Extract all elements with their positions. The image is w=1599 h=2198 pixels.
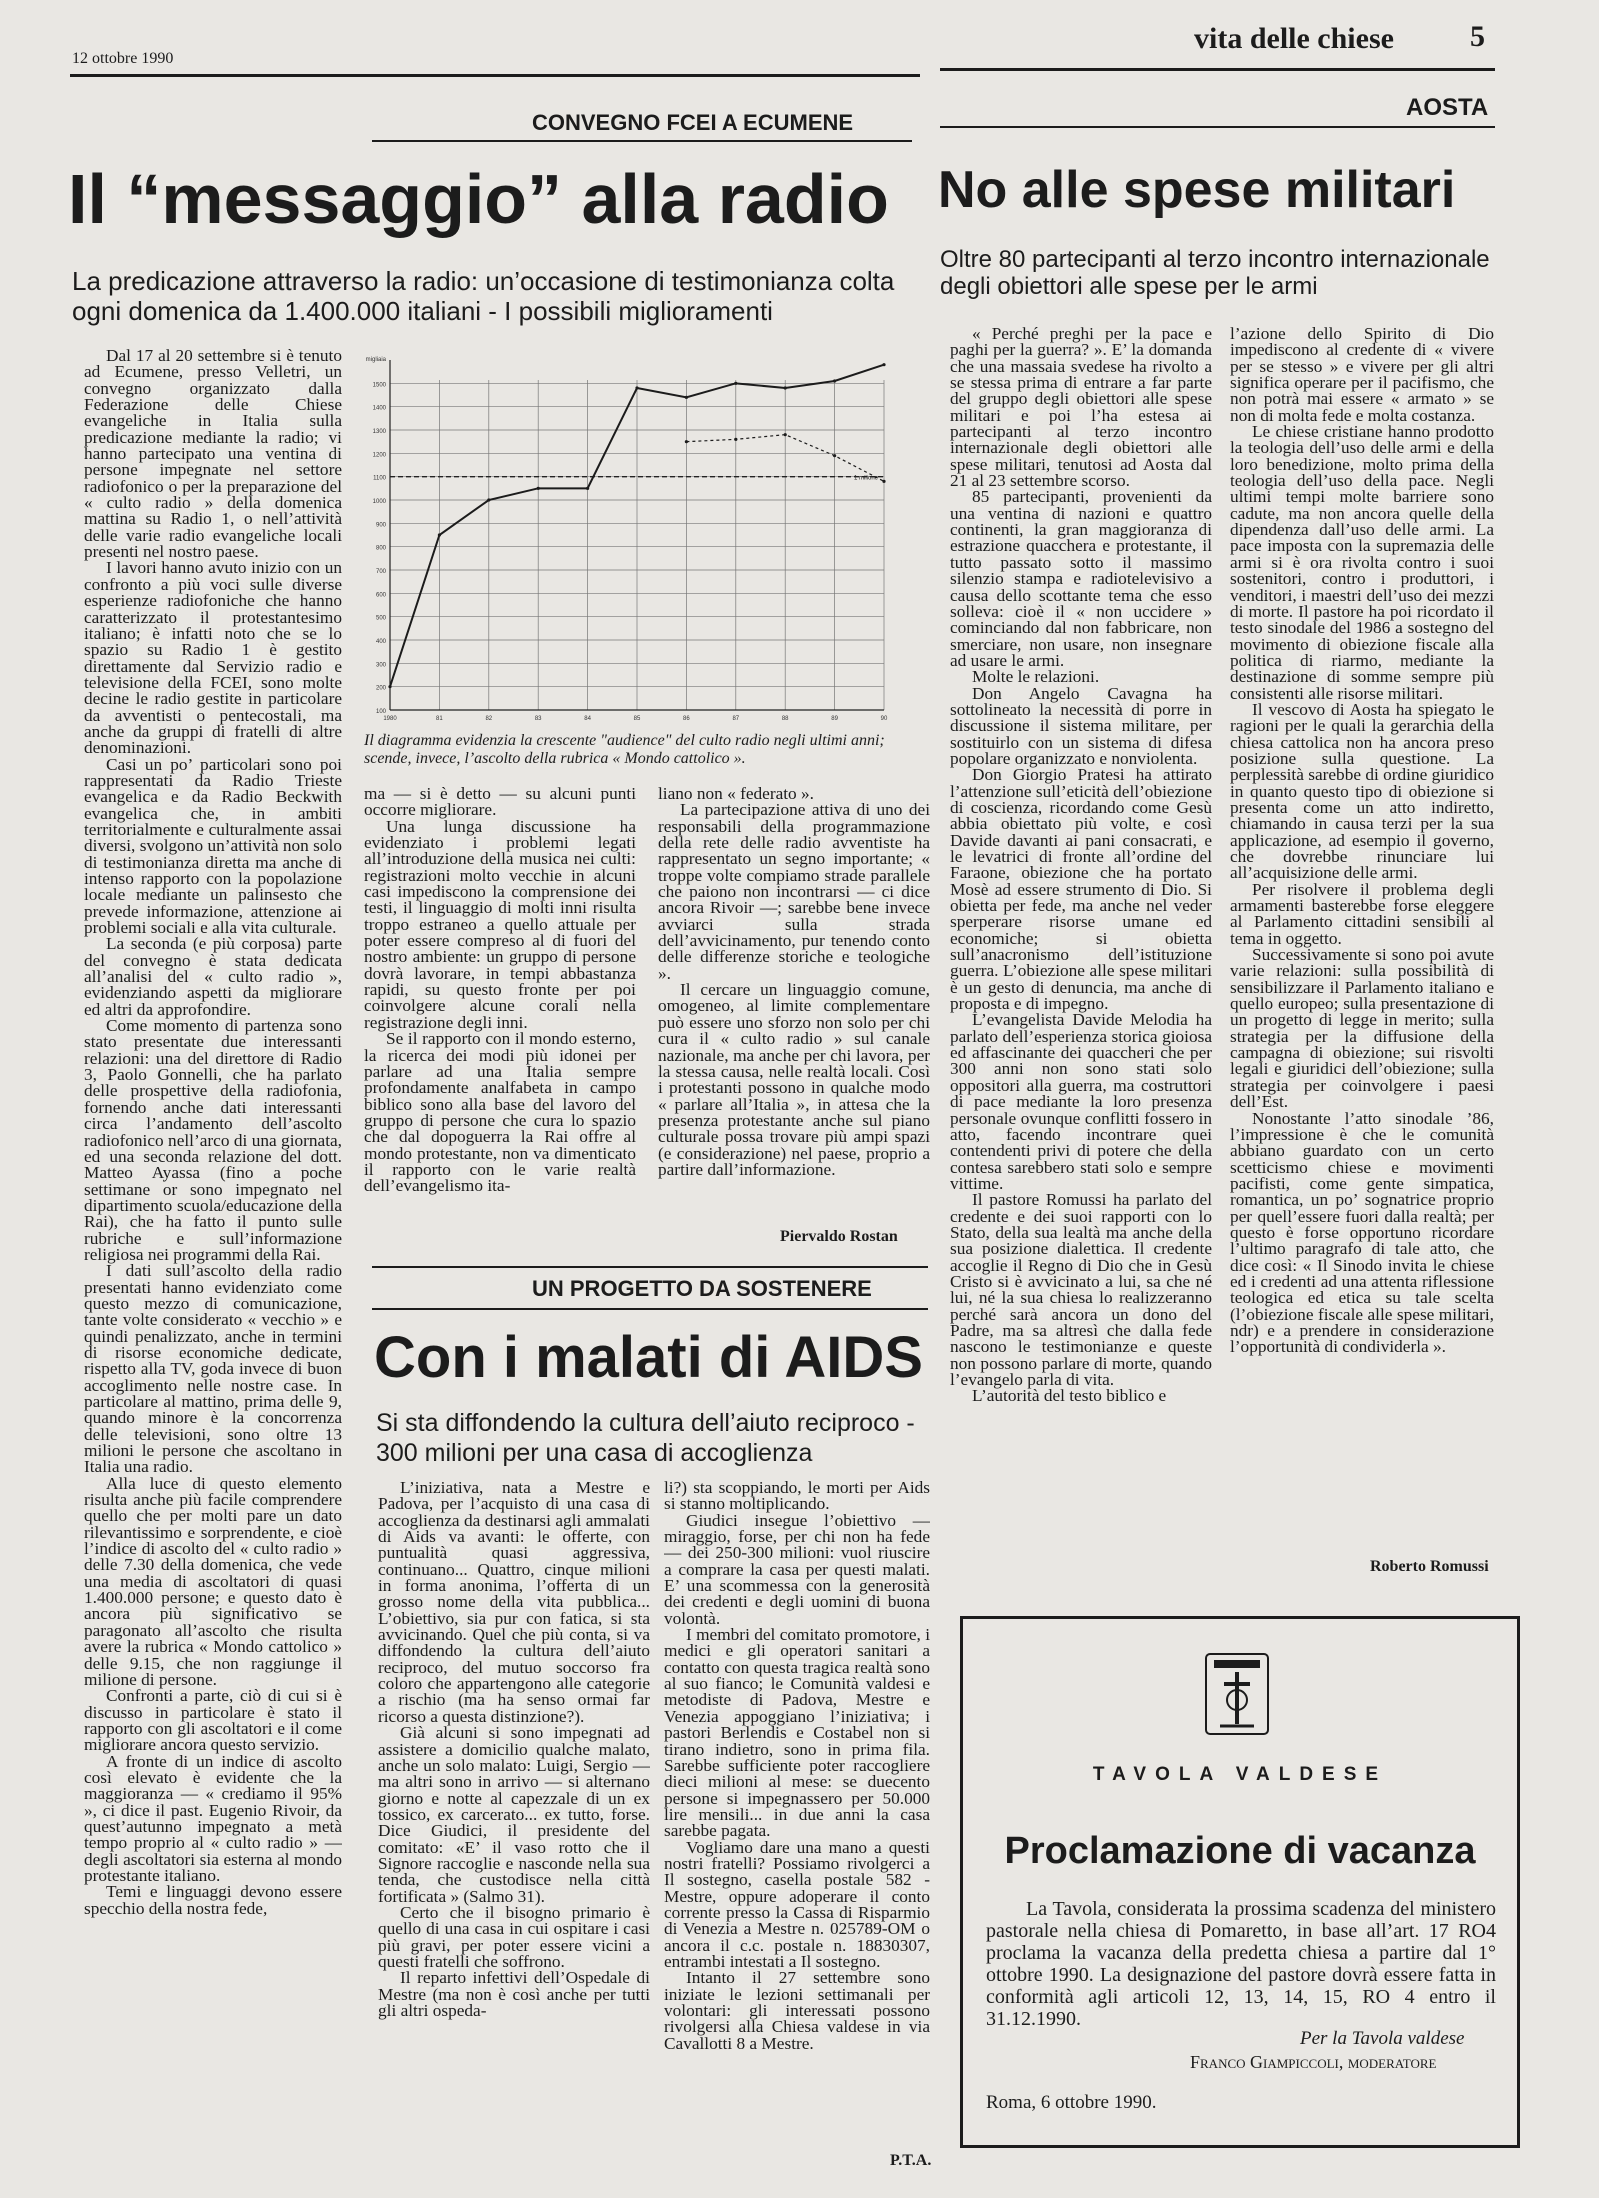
x-tick-label: 86: [683, 716, 690, 722]
article1-column-1: Dal 17 al 20 settembre si è tenuto ad Ecumene, presso Velletri, un convegno organizzato dalla Federazione delle Chiese evangeliche in Italia sulla predicazione mediante la radio; vi hanno partecipato una ventina di persone impegnate nel settore radiofonico o per la preparazione del « culto radio » della domenica mattina su Radio 1, o nell’attività delle varie radio evangeliche locali presenti nel nostro paese. I lavori hanno avuto inizio con un confronto a più voci sulle diverse esperienze radiofoniche che hanno caratterizzato il protestantesimo italiano; è infatti noto che se lo spazio su Radio 1 è gestito direttamente dal Servizio radio e televisione della FCEI, sono molte decine le radio gestite in particolare da avventisti o pentecostali, ma anche da gruppi di fratelli di altre denominazioni. Casi un po’ particolari sono poi rappresentati da Radio Trieste evangelica e da Radio Beckwith evangelica che, in ambiti territorialmente e culturalmente assai diversi, svolgono un’attività non solo di testimonianza diretta ma anche di intenso rapporto con la popolazione locale mediante un palinsesto che prevede informazione, attenzione ai problemi sociali e alla vita culturale. La seconda (e più corposa) parte del convegno è stata dedicata all’analisi del « culto radio », evidenziando aspetti da migliorare ed altri da approfondire. Come momento di partenza sono stato presentate due interessanti relazioni: una del direttore di Radio 3, Paolo Gonnelli, che ha parlato delle prospettive della radiofonia, fornendo anche dati interessanti circa l’andamento dell’ascolto radiofonico nell’arco di una giornata, ed una seconda relazione del dott. Matteo Ayassa (fino a poche settimane or sono impegnato nel dipartimento scuola/educazione della Rai), che ha fatto il punto sulle rubriche e sull’informazione religiosa nei programmi della Rai. I dati sull’ascolto della radio presentati hanno evidenziato come questo mezzo di comunicazione, tante volte considerato « vecchio » e quindi penalizzato, anche in termini di risorse economiche dedicate, rispetto alla TV, goda invece di buon accoglimento nelle nostre case. In particolare al mattino, prima delle 9, quando minore è la concorrenza delle televisioni, sono oltre 13 milioni le persone che ascoltano in Italia una radio. Alla luce di questo elemento risulta anche più facile comprendere quello che per molti pare un dato rilevantissimo e sorprendente, e cioè l’indice di ascolto del « culto radio » delle 7.30 della domenica, che vede una media di ascoltatori di quasi 1.400.000 persone; e questo dato è ancora più significativo se paragonato all’ascolto che risulta avere la rubrica « Mondo cattolico » delle 9.15, che non raggiunge il milione di persone. Confronti a parte, ciò di cui si è discusso in particolare è stato il rapporto con gli ascoltatori e il come migliorare ancora questo servizio. A fronte di un indice di ascolto così elevato è evidente che la maggioranza — « crediamo il 95% », ci dice il past. Eugenio Rivoir, da quest’autunno impegnato a metà tempo proprio al « culto radio » — degli ascoltatori sia esterna al mondo protestante italiano. Temi e linguaggi devono essere specchio della nostra fede,: [84, 348, 342, 1918]
article1-kicker-rule: [372, 140, 912, 142]
y-tick-label: 1300: [372, 429, 386, 435]
notice-title: Proclamazione di vacanza: [1004, 1830, 1476, 1872]
data-point: [685, 396, 688, 399]
notice-signer: Franco Giampiccoli, moderatore: [1190, 2052, 1437, 2072]
data-point: [734, 438, 737, 441]
article3-column-1: « Perché preghi per la pace e paghi per la guerra? ». E’ la domanda che una massaia svedese ha rivolto a se stessa prima di entrare a far parte del gruppo degli obiettori alle spese militari e poi l’ha estesa ai partecipanti al terzo incontro internazionale degli obiettori alle spese militari, tenutosi ad Aosta dal 21 al 23 settembre scorso. 85 partecipanti, provenienti da una ventina di nazioni e quattro continenti, la gran maggioranza di estrazione quacchera e protestante, il tutto passato sotto il massimo silenzio stampa e radiotelevisivo a causa dello scottante tema che esso solleva: cioè il « non uccidere » cominciando dal non fabbricare, non smerciare, non usare, non insegnare ad usare le armi. Molte le relazioni. Don Angelo Cavagna ha sottolineato la necessità di porre in discussione il sistema militare, per sostituirlo con un sistema di difesa popolare organizzato e nonviolenta. Don Giorgio Pratesi ha attirato l’attenzione sull’eticità dell’obiezione di coscienza, ricordando come Gesù abbia obiettato più volte, e così Davide davanti ai pani consacrati, e le levatrici di fronte all’ordine del Faraone, obiezione che ha portato Mosè ad essere strumento di Dio. Si obietta per fede, ma anche nel veder sperperare risorse umane ed economiche; si obietta sull’anacronismo dell’istituzione guerra. L’obiezione alle spese militari è un gesto di denuncia, ma anche di proposta e di impegno. L’evangelista Davide Melodia ha parlato dell’esperienza storica gioiosa ed affascinante dei quaccheri che per 300 anni non sono stati solo oppositori alla guerra, ma costruttori di pace mediante la loro presenza personale ovunque conflitti fossero in atto, facendo incontrare quei contendenti privi di potere che della contesa sarebbero stati solo e sempre vittime. Il pastore Romussi ha parlato del credente e dei suoi rapporti con lo Stato, della sua lealtà ma anche della sua posizione dialettica. Il credente accoglie il Regno di Dio che in Gesù Cristo si è avvicinato a lui, sa che né lui, né la sua chiesa lo realizzeranno perché sarà ancora un dono del Padre, ma sa altresì che dalla fede nascono le testimonianze e queste non possono parlare di morte, quando l’evangelo parla di vita. L’autorità del testo biblico e: [950, 326, 1212, 1406]
y-tick-label: 1400: [372, 405, 386, 412]
article2-title: Con i malati di AIDS: [374, 1325, 923, 1390]
article2-signature: P.T.A.: [890, 2152, 932, 2169]
notice-for-line: Per la Tavola valdese: [1300, 2028, 1465, 2049]
article2-column-1: L’iniziativa, nata a Mestre e Padova, per l’acquisto di una casa di accoglienza da destinarsi agli ammalati di Aids va avanti: le offerte, con puntualità quasi aggressiva, continuano... Quattro, cinque milioni in forma anonima, l’offerta di un grosso nome della vita pubblica... L’obiettivo, sia pur con fatica, si sta avvicinando. Quel che più conta, si va diffondendo la cultura dell’aiuto reciproco, del mutuo soccorso fra coloro che appartengono alle categorie a rischio (ma ha senso ormai far ricorso a questa distinzione?). Già alcuni si sono impegnati ad assistere a domicilio qualche malato, anche un solo malato: Luigi, Sergio — ma altri sono in arrivo — si alternano giorno e notte al capezzale di un ex tossico, ex carcerato... ex tutto, forse. Dice Giudici, il presidente del comitato: «E’ il vaso rotto che il Signore raccoglie e nasconde nella sua tenda, che custodisce nella città fortificata » (Salmo 31). Certo che il bisogno primario è quello di una casa in cui ospitare i casi più gravi, per poter essere vicini a questi fratelli che soffrono. Il reparto infettivi dell’Ospedale di Mestre (ma non è così anche per tutti gli altri ospeda-: [378, 1480, 650, 2020]
notice-organization: TAVOLA VALDESE: [1092, 1764, 1388, 1785]
article3-subtitle: Oltre 80 partecipanti al terzo incontro internazionale degli obiettori alle spese per le armi: [940, 246, 1490, 300]
header-rule-right: [940, 68, 1495, 71]
y-tick-label: 500: [375, 615, 386, 622]
y-tick-label: 100: [375, 709, 386, 715]
article1-kicker: CONVEGNO FCEI A ECUMENE: [532, 110, 854, 135]
y-tick-label: 1100: [373, 475, 386, 482]
data-point: [784, 386, 787, 389]
y-tick-label: 400: [375, 639, 386, 645]
article1-column-3: liano non « federato ». La partecipazione attiva di uno dei responsabili della programmazione della rete delle radio avventiste ha rappresentato un segno importante; « troppe volte compiamo strade parallele che paiono non incontrarsi — ci dice ancora Rivoir —; sarebbe bene invece avviarci sulla strada dell’avvicinamento, pur tenendo conto delle differenze storiche e teologiche ». Il cercare un linguaggio comune, omogeneo, al limite complementare può essere uno sforzo non solo per chi cura il « culto radio » sul canale nazionale, ma anche per chi lavora, per la stessa causa, nelle realtà locali. Così i protestanti possono in qualche modo « parlare all’Italia », in attesa che la presenza protestante anche sul piano culturale possa trovare più ampi spazi (e considerazione) nel paese, proprio a partire dall’informazione.: [658, 786, 930, 1179]
audience-line-chart: [356, 350, 896, 730]
y-tick-label: 1500: [372, 382, 386, 389]
church-seal-icon: [1202, 1650, 1272, 1738]
data-point: [882, 480, 885, 483]
y-tick-label: 800: [375, 545, 386, 552]
data-point: [487, 498, 490, 501]
x-tick-label: 83: [534, 716, 542, 722]
data-point: [784, 433, 787, 436]
article1-title: Il “messaggio” alla radio: [68, 160, 889, 238]
y-tick-label: 600: [375, 592, 386, 599]
y-tick-label: 1200: [372, 452, 386, 459]
x-tick-label: 87: [732, 716, 740, 722]
article1-column-2: ma — si è detto — su alcuni punti occorre migliorare. Una lunga discussione ha evidenziato i problemi legati all’introduzione della musica nei culti: registrazioni molto vecchie in alcuni casi impediscono la comprensione dei testi, il linguaggio di molti inni risulta troppo estraneo a quello attuale per poter essere compreso al di fuori del nostro ambiente: un gruppo di persone dovrà lavorare, in tempi abbastanza rapidi, su questo fronte per poi coinvolgere alcune corali nella registrazione degli inni. Se il rapporto con il mondo esterno, la ricerca dei modi più idonei per parlare ad una Italia sempre profondamente analfabeta in campo biblico sono alla base del lavoro del gruppo di persone che cura lo spazio che dal dopoguerra la Rai offre al mondo protestante, non va dimenticato il rapporto con le varie realtà dell’evangelismo ita-: [364, 786, 636, 1196]
data-point: [438, 533, 441, 536]
x-tick-label: 81: [436, 716, 443, 722]
reference-label: 1 milione: [854, 475, 879, 482]
x-tick-label: 1980: [383, 716, 397, 722]
y-tick-label: 200: [375, 685, 386, 692]
x-tick-label: 84: [584, 716, 591, 722]
data-point: [833, 379, 836, 382]
article2-column-2: li?) sta scoppiando, le morti per Aids si stanno moltiplicando. Giudici insegue l’obiettivo — miraggio, forse, per chi non ha fede — dei 250-300 milioni: vuol riuscire a comprare la casa per questi malati. E’ una scommessa con la generosità dei credenti e degli uomini di buona volontà. I membri del comitato promotore, i medici e gli operatori sanitari a contatto con questa tragica realtà sono al suo fianco; le Comunità valdesi e metodiste di Padova, Mestre e Venezia appoggiano l’iniziativa; i pastori Berlendis e Costabel non si tirano indietro, sono in prima fila. Sarebbe sufficiente poter raccogliere dieci milioni al mese: se duecento persone si impegnassero per 50.000 lire mensili... in due anni la casa sarebbe pagata. Vogliamo dare una mano a questi nostri fratelli? Possiamo rivolgerci a Il sostegno, casella postale 582 - Mestre, oppure adoperare il conto corrente presso la Cassa di Risparmio di Venezia a Mestre n. 025789-OM o ancora il c.c. postale n. 18830307, entrambi intestati a Il sostegno. Intanto il 27 settembre sono iniziate le lezioni settimanali per volontari: gli interessati possono rivolgersi alla Chiesa valdese in via Cavallotti 8 a Mestre.: [664, 1480, 930, 2053]
page-number: 5: [1470, 20, 1485, 53]
data-point: [734, 382, 737, 385]
article2-subtitle: Si sta diffondendo la cultura dell’aiuto reciproco - 300 milioni per una casa di accoglienza: [376, 1409, 915, 1467]
chart-caption: Il diagramma evidenzia la crescente "audience" del culto radio negli ultimi anni; scende, invece, l’ascolto della rubrica « Mondo cattolico ».: [364, 732, 885, 767]
data-point: [537, 487, 540, 490]
data-point: [635, 386, 638, 389]
article3-title: No alle spese militari: [938, 161, 1456, 219]
x-tick-label: 88: [781, 716, 789, 722]
y-tick-label: 1000: [372, 499, 386, 505]
data-point: [685, 440, 688, 443]
article2-kicker: UN PROGETTO DA SOSTENERE: [532, 1276, 872, 1301]
header-rule-left: [70, 74, 920, 77]
x-tick-label: 82: [485, 716, 493, 722]
y-tick-label: migliaia: [365, 357, 386, 363]
x-tick-label: 89: [831, 716, 838, 722]
article3-kicker: AOSTA: [1406, 94, 1489, 121]
data-point: [833, 454, 836, 457]
article1-bottom-rule: [372, 1266, 928, 1268]
data-point: [388, 685, 391, 688]
article2-kicker-rule: [372, 1308, 928, 1310]
x-tick-label: 90: [880, 716, 888, 722]
y-tick-label: 900: [375, 522, 386, 529]
issue-date: 12 ottobre 1990: [72, 50, 174, 67]
x-tick-label: 85: [633, 716, 641, 722]
article3-kicker-rule: [940, 126, 1495, 128]
article1-signature: Piervaldo Rostan: [780, 1228, 898, 1245]
article3-signature: Roberto Romussi: [1370, 1558, 1489, 1575]
notice-place-date: Roma, 6 ottobre 1990.: [986, 2092, 1157, 2113]
section-title: vita delle chiese: [1194, 22, 1394, 55]
data-point: [882, 363, 885, 366]
y-tick-label: 300: [375, 662, 386, 669]
data-point: [586, 487, 589, 490]
article3-column-2: l’azione dello Spirito di Dio impediscono al credente di « vivere per se stesso » e vivere per gli altri significa operare per il pacifismo, che non potrà mai essere « armato » se non di molta fede e molta costanza. Le chiese cristiane hanno prodotto la teologia dell’uso delle armi e della loro benedizione, molto prima della teologia dell’uso della pace. Negli ultimi tempi molte barriere sono cadute, ma non ancora quelle della dipendenza dall’uso delle armi. La pace imposta con la supremazia delle armi si è ora rivolta contro i suoi sostenitori, contro i produttori, i venditori, i maestri dell’uso dei mezzi di morte. Il pastore ha poi ricordato il testo sinodale del 1986 a sostegno del movimento di obiezione fiscale alla politica di riarmo, mediante la destinazione di somme sempre più consistenti alle risorse militari. Il vescovo di Aosta ha spiegato le ragioni per le quali la gerarchia della chiesa cattolica non ha ancora preso posizione sulla questione. La perplessità sarebbe di ordine giuridico in quanto questo tipo di obiezione si presenta come un atto indiretto, chiamando in causa terzi per la sua applicazione, ad esempio il governo, che dovrebbe rinunciare lui all’acquisizione delle armi. Per risolvere il problema degli armamenti basterebbe forse eleggere al Parlamento cittadini sensibili al tema in oggetto. Successivamente si sono poi avute varie relazioni: sulla possibilità di sensibilizzare il Parlamento italiano e quello europeo; sulla presentazione di un progetto di legge in merito; sulla strategia per la diffusione della campagna di obiezione; sui risvolti legali e giuridici dell’obiezione; sulla strategia per coinvolgere i paesi dell’Est. Nonostante l’atto sinodale ’86, l’impressione è che le comunità abbiano guardato con un certo scetticismo chiese e movimenti pacifisti, come gente simpatica, romantica, un po’ sognatrice proprio per quell’essere fuori dalla realtà; per questo è forse opportuno ricordare l’ultimo paragrafo di tale atto, che dice così: « Il Sinodo invita le chiese ed i credenti ad una attenta riflessione teologica ed etica su tale scelta (l’obiezione fiscale alle spese militari, ndr) e a prendere in considerazione l’opportunità di condividerla ».: [1230, 326, 1494, 1357]
article1-subtitle: La predicazione attraverso la radio: un’occasione di testimonianza colta ogni domenica da 1.400.000 italiani - I possibili miglioramenti: [72, 266, 895, 326]
notice-body: La Tavola, considerata la prossima scadenza del ministero pastorale nella chiesa di Pomaretto, in base all’art. 17 RO4 proclama la vacanza della predetta chiesa a partire dal 1° ottobre 1990. La designazione del pastore dovrà essere fatta in conformità agli articoli 12, 13, 14, 15, RO 4 entro il 31.12.1990.: [986, 1898, 1496, 2030]
y-tick-label: 700: [375, 569, 386, 575]
